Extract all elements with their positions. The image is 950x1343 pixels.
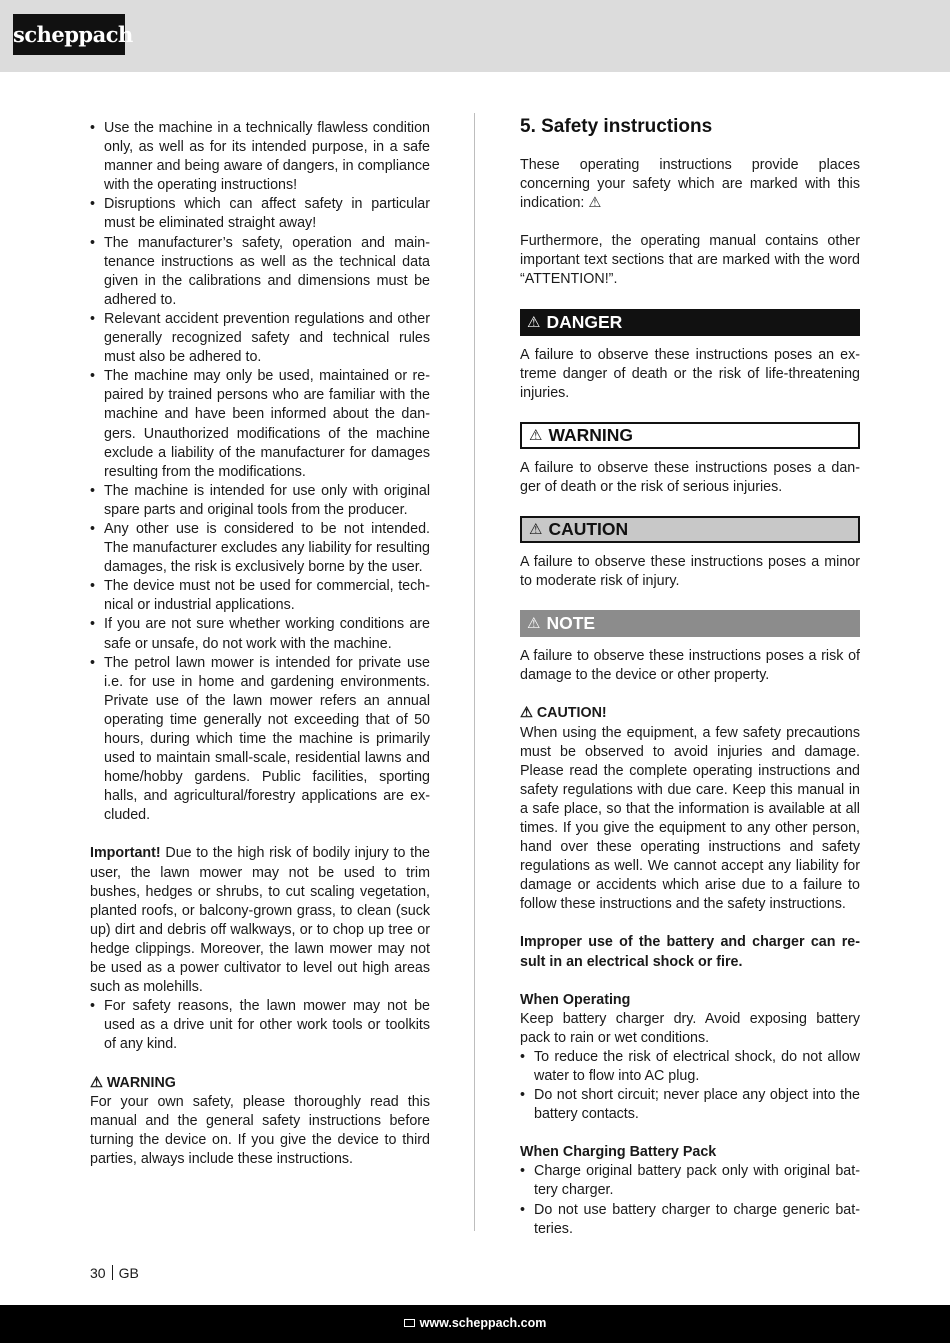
list-item: • If you are not sure whether working conditions are safe or unsafe, do not work with the machine. [90,615,430,653]
battery-warning: Improper use of the battery and charger can result in an electrical shock or fire. [520,934,860,970]
warning-triangle-icon: ⚠ [520,705,533,722]
list-item: • For safety reasons, the lawn mower may not be used as a drive unit for other work tools or toolkits of any kind. [90,997,430,1054]
operating-heading: When Operating [520,991,631,1008]
danger-box: ⚠ DANGER [520,309,860,336]
important-label: Important! [90,845,161,862]
list-item: • The manufacturer’s safety, operation and maintenance instructions as well as the technical data given in the calibrations and dimensions must be adhered to. [90,234,430,310]
note-text: A failure to observe these instructions poses a risk of damage to the device or other property. [520,648,860,684]
list-item: • Do not use battery charger to charge generic batteries. [520,1201,860,1239]
list-item: • The machine is intended for use only with original spare parts and original tools from the producer. [90,482,430,520]
monitor-icon [404,1319,415,1327]
charging-heading: When Charging Battery Pack [520,1144,717,1161]
intro-paragraph: These operating instructions provide places concerning your safety which are marked with this indication: ⚠ [520,157,860,212]
caution-heading: ⚠ CAUTION! [520,705,607,722]
drive-unit-list [90,997,430,1054]
page-number: 30 GB [90,1265,139,1281]
header-bar [0,0,950,72]
important-paragraph [90,844,430,997]
caution-text: A failure to observe these instructions poses a minor to moderate risk of injury. [520,554,860,590]
attention-paragraph: Furthermore, the operating manual contains other important text sections that are marked with the word “ATTENTION!”. [520,233,860,288]
warning-box: ⚠ WARNING [520,422,860,449]
right-column [520,116,860,1239]
warning-box-text: A failure to observe these instructions poses a danger of death or the risk of serious injuries. [520,459,860,495]
caution-paragraph: When using the equipment, a few safety precautions must be observed to avoid injuries and damage. Please read the complete operating instructions and safety regulations with due care. Keep this manual in a safe place, so that the information is available at all times. If you give the equipment to any other person, hand over these operating instructions and safety regulations as well. We cannot accept any liability for damage or accidents which arise due to a failure to follow these instructions and the safety instructions. [520,724,860,913]
footer-bar [0,1305,950,1343]
warning-triangle-icon: ⚠ [90,1074,103,1091]
operating-text: Keep battery charger dry. Avoid exposing battery pack to rain or wet conditions. [520,1010,860,1046]
caution-box: ⚠ CAUTION [520,516,860,543]
danger-text: A failure to observe these instructions poses an extreme danger of death or the risk of life-threatening injuries. [520,346,860,401]
warning-triangle-icon: ⚠ [588,195,602,212]
note-box: ⚠ NOTE [520,610,860,637]
column-divider [474,113,475,1231]
charging-list [520,1162,860,1238]
list-item: • Do not short circuit; never place any object into the battery contacts. [520,1086,860,1124]
important-text: Due to the high risk of bodily injury to the user, the lawn mower may not be used to trim bushes, hedges or shrubs, to cut scaling vegetation, planted roofs, or balcony-grown grass, to clean (suck up) dirt and debris off walkways, or to chop up tree or hedge clippings. Moreover, the lawn mower may not be used as a power cultivator to level out high areas such as molehills. [90,845,430,996]
website-link[interactable]: www.scheppach.com [419,1316,547,1331]
list-item: • Disruptions which can affect safety in particular must be eliminated straight away! [90,195,430,233]
list-item: • Any other use is considered to be not intended. The manufacturer excludes any liability for resulting damages, the risk is exclusively borne by the user. [90,520,430,577]
warning-text: For your own safety, please thoroughly read this manual and the general safety instructions before turning the device on. If you give the device to third parties, always include these instructions. [90,1093,430,1167]
list-item: • The device must not be used for commercial, technical or industrial applications. [90,577,430,615]
list-item: • The petrol lawn mower is intended for private use i.e. for use in home and gardening environments. Private use of the lawn mower refers an annual operating time generally not exceeding that of 50 hours, during which time the machine is primarily used to maintain small-scale, residential lawns and home/hobby gardens. Public facilities, sporting halls, and agricultural/forestry applications are excluded. [90,654,430,826]
list-item: • Charge original battery pack only with original battery charger. [520,1162,860,1200]
warning-triangle-icon: ⚠ [529,426,543,444]
warning-triangle-icon: ⚠ [529,520,543,538]
section-title: 5. Safety instructions [520,116,713,137]
list-item: • Use the machine in a technically flawless condition only, as well as for its intended purpose, in a safe manner and being aware of dangers, in compliance with the operating instructions! [90,119,430,195]
list-item: • To reduce the risk of electrical shock, do not allow water to flow into AC plug. [520,1048,860,1086]
list-item: • The machine may only be used, maintained or repaired by trained persons who are familiar with the machine and have been informed about the dangers. Unauthorized modifications of the machine exclude a liability of the manufacturer for damages resulting from the modifications. [90,367,430,482]
left-column [90,119,430,1169]
operating-list [520,1048,860,1124]
warning-heading: ⚠ WARNING [90,1074,176,1091]
warning-triangle-icon: ⚠ [527,615,541,633]
warning-triangle-icon: ⚠ [527,313,541,331]
brand-logo: scheppach [13,14,125,55]
list-item: • Relevant accident prevention regulations and other generally recognized safety and technical rules must also be adhered to. [90,310,430,367]
usage-rules-list [90,119,430,825]
